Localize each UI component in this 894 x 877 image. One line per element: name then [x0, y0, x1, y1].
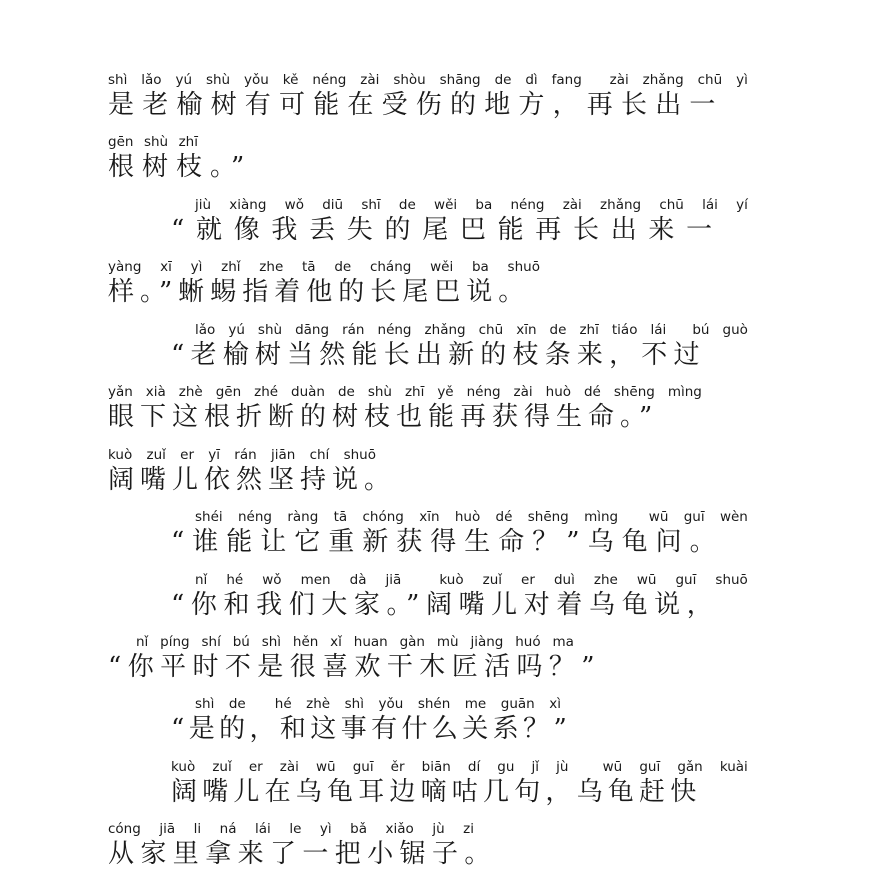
hanzi-text: “你和我们大家。”阔嘴儿对着乌龟说，: [171, 590, 720, 620]
pinyin-syllable: shī: [361, 197, 381, 213]
pinyin-syllable: guī: [352, 759, 374, 775]
pinyin-syllable: yì: [190, 259, 203, 275]
pinyin-syllable: mìng: [584, 509, 619, 525]
pinyin-syllable: shì: [195, 696, 215, 712]
pinyin-syllable: ba: [471, 259, 489, 275]
pinyin-syllable: shù: [143, 134, 169, 150]
pinyin-syllable: lái: [702, 197, 718, 213]
pinyin-row: [171, 566, 748, 588]
hanzi-text: 眼下这根折断的树枝也能再获得生命。”: [108, 402, 659, 432]
pinyin-syllable: le: [289, 821, 302, 837]
text-line: [171, 690, 748, 752]
pinyin-row: [108, 628, 574, 650]
pinyin-syllable: xīn: [516, 322, 537, 338]
pinyin-syllable: shēng: [527, 509, 569, 525]
pinyin-syllable: zhé: [254, 384, 279, 400]
pinyin-syllable: gēn: [108, 134, 134, 150]
pinyin-syllable: dāng: [295, 322, 330, 338]
pinyin-row: [108, 128, 198, 150]
pinyin-syllable: yí: [736, 197, 748, 213]
pinyin-syllable: píng: [160, 634, 190, 650]
hanzi-row: [171, 338, 748, 376]
pinyin-syllable: yǎn: [108, 384, 133, 400]
pinyin-syllable: de: [398, 197, 416, 213]
pinyin-syllable: huò: [545, 384, 572, 400]
pinyin-syllable: xì: [549, 696, 561, 712]
pinyin-syllable: zài: [279, 759, 299, 775]
hanzi-text: “谁能让它重新获得生命？”乌龟问。: [171, 527, 724, 557]
pinyin-syllable: nǐ: [136, 634, 149, 650]
pinyin-syllable: jiàng: [470, 634, 504, 650]
pinyin-row: [108, 378, 702, 400]
pinyin-syllable: zhī: [579, 322, 599, 338]
pinyin-syllable: kuò: [108, 447, 133, 463]
pinyin-syllable: chū: [478, 322, 504, 338]
pinyin-syllable: ná: [219, 821, 237, 837]
pinyin-syllable: tā: [333, 509, 348, 525]
pinyin-syllable: dà: [349, 572, 367, 588]
pinyin-syllable: jù: [556, 759, 569, 775]
pinyin-syllable: de: [228, 696, 246, 712]
pinyin-syllable: wèn: [719, 509, 748, 525]
pinyin-syllable: guī: [675, 572, 697, 588]
pinyin-syllable: li: [193, 821, 202, 837]
pinyin-syllable: xiàng: [229, 197, 267, 213]
pinyin-syllable: huò: [454, 509, 481, 525]
text-line: [108, 378, 748, 440]
pinyin-syllable: yī: [208, 447, 221, 463]
pinyin-syllable: shù: [205, 72, 231, 88]
pinyin-row: [108, 815, 474, 837]
text-line: [171, 566, 748, 628]
pinyin-syllable: wǒ: [262, 572, 282, 588]
hanzi-row: [108, 275, 748, 313]
pinyin-syllable: tiáo: [611, 322, 638, 338]
pinyin-syllable: gàn: [399, 634, 425, 650]
pinyin-syllable: jiān: [270, 447, 296, 463]
hanzi-text: 阔嘴儿依然坚持说。: [108, 465, 397, 495]
pinyin-syllable: diū: [322, 197, 344, 213]
pinyin-syllable: shēng: [613, 384, 655, 400]
pinyin-syllable: shù: [367, 384, 392, 400]
hanzi-text: 从家里拿来了一把小锯子。: [108, 839, 497, 869]
pinyin-syllable: zhǎng: [600, 197, 642, 213]
pinyin-syllable: gēn: [215, 384, 242, 400]
pinyin-syllable: shén: [417, 696, 451, 712]
pinyin-syllable: huan: [353, 634, 388, 650]
pinyin-syllable: wū: [315, 759, 336, 775]
pinyin-syllable: jǐ: [531, 759, 540, 775]
pinyin-syllable: chū: [659, 197, 684, 213]
pinyin-syllable: ràng: [287, 509, 319, 525]
pinyin-syllable: bú: [232, 634, 250, 650]
pinyin-syllable: hěn: [292, 634, 319, 650]
pinyin-syllable: bú: [692, 322, 710, 338]
hanzi-row: [108, 650, 748, 688]
pinyin-syllable: kuò: [439, 572, 464, 588]
pinyin-syllable: néng: [312, 72, 347, 88]
pinyin-syllable: xīn: [419, 509, 440, 525]
pinyin-syllable: biān: [421, 759, 451, 775]
hanzi-row: [171, 712, 748, 750]
pinyin-syllable: guī: [639, 759, 661, 775]
text-line: [108, 128, 748, 190]
hanzi-row: [171, 213, 748, 251]
pinyin-syllable: lái: [255, 821, 271, 837]
pinyin-syllable: ěr: [390, 759, 405, 775]
pinyin-syllable: nǐ: [195, 572, 208, 588]
text-line: [108, 66, 748, 128]
text-line: [171, 316, 748, 378]
hanzi-text: “是的，和这事有什么关系？”: [171, 714, 572, 744]
pinyin-syllable: zài: [360, 72, 380, 88]
pinyin-syllable: jiā: [385, 572, 402, 588]
pinyin-syllable: hé: [226, 572, 244, 588]
pinyin-syllable: jù: [432, 821, 445, 837]
pinyin-syllable: duì: [553, 572, 575, 588]
text-line: [171, 753, 748, 815]
pinyin-syllable: kě: [282, 72, 299, 88]
pinyin-syllable: wū: [636, 572, 657, 588]
pinyin-syllable: mù: [436, 634, 459, 650]
pinyin-syllable: bǎ: [350, 821, 367, 837]
pinyin-row: [171, 191, 748, 213]
pinyin-syllable: yì: [319, 821, 332, 837]
pinyin-syllable: zi: [463, 821, 474, 837]
pinyin-syllable: chū: [697, 72, 723, 88]
pinyin-syllable: xià: [145, 384, 166, 400]
pinyin-syllable: zài: [609, 72, 629, 88]
hanzi-text: 样。”蜥蜴指着他的长尾巴说。: [108, 277, 531, 307]
pinyin-syllable: yàng: [108, 259, 142, 275]
pinyin-syllable: ba: [475, 197, 493, 213]
hanzi-text: “就像我丢失的尾巴能再长出来一: [171, 215, 724, 245]
pinyin-syllable: zuǐ: [212, 759, 232, 775]
pinyin-syllable: shù: [257, 322, 283, 338]
pinyin-syllable: rán: [234, 447, 257, 463]
pinyin-syllable: yì: [736, 72, 748, 88]
pinyin-syllable: zuǐ: [482, 572, 503, 588]
hanzi-text: “你平时不是很喜欢干木匠活吗？”: [108, 652, 601, 682]
pinyin-syllable: zhè: [178, 384, 203, 400]
pinyin-syllable: zhī: [404, 384, 425, 400]
pinyin-syllable: lái: [650, 322, 667, 338]
pinyin-syllable: néng: [466, 384, 501, 400]
pinyin-syllable: shòu: [393, 72, 426, 88]
pinyin-syllable: men: [300, 572, 331, 588]
pinyin-syllable: yě: [437, 384, 454, 400]
pinyin-syllable: xiǎo: [385, 821, 414, 837]
pinyin-row: [108, 66, 748, 88]
pinyin-syllable: chóng: [362, 509, 404, 525]
pinyin-syllable: er: [180, 447, 195, 463]
pinyin-syllable: néng: [237, 509, 272, 525]
pinyin-syllable: kuò: [171, 759, 196, 775]
hanzi-text: 根树枝。”: [108, 152, 253, 182]
text-line: [171, 503, 748, 565]
pinyin-syllable: xī: [160, 259, 172, 275]
pinyin-syllable: er: [521, 572, 535, 588]
pinyin-syllable: wǒ: [284, 197, 304, 213]
pinyin-syllable: guò: [722, 322, 748, 338]
pinyin-syllable: mìng: [667, 384, 702, 400]
pinyin-syllable: gu: [497, 759, 515, 775]
pinyin-syllable: xǐ: [330, 634, 342, 650]
pinyin-syllable: zhe: [259, 259, 284, 275]
pinyin-syllable: me: [464, 696, 487, 712]
pinyin-syllable: zhǐ: [221, 259, 241, 275]
pinyin-syllable: de: [334, 259, 352, 275]
hanzi-text: 阔嘴儿在乌龟耳边嘀咕几句，乌龟赶快: [171, 777, 702, 807]
pinyin-syllable: shéi: [195, 509, 223, 525]
pinyin-syllable: zhī: [178, 134, 198, 150]
hanzi-text: 是老榆树有可能在受伤的地方，再长出一: [108, 90, 724, 120]
pinyin-syllable: wěi: [430, 259, 454, 275]
pinyin-syllable: wū: [602, 759, 623, 775]
hanzi-row: [171, 525, 748, 563]
pinyin-row: [171, 503, 748, 525]
pinyin-row: [171, 690, 561, 712]
pinyin-syllable: chí: [309, 447, 330, 463]
pinyin-syllable: zài: [562, 197, 582, 213]
pinyin-syllable: jiā: [159, 821, 176, 837]
pinyin-syllable: zài: [513, 384, 533, 400]
pinyin-syllable: ma: [552, 634, 574, 650]
pinyin-syllable: hé: [274, 696, 292, 712]
pinyin-syllable: lǎo: [195, 322, 216, 338]
pinyin-syllable: yǒu: [378, 696, 404, 712]
text-line: [108, 441, 748, 503]
pinyin-syllable: kuài: [719, 759, 748, 775]
pinyin-row: [108, 441, 376, 463]
pinyin-syllable: fang: [551, 72, 582, 88]
pinyin-syllable: dé: [495, 509, 513, 525]
pinyin-syllable: shāng: [439, 72, 481, 88]
text-line: [108, 815, 748, 877]
pinyin-syllable: de: [549, 322, 567, 338]
pinyin-syllable: néng: [510, 197, 545, 213]
pinyin-syllable: de: [337, 384, 355, 400]
pinyin-syllable: shì: [108, 72, 128, 88]
pinyin-syllable: zhǎng: [642, 72, 684, 88]
text-line: [108, 628, 748, 690]
pinyin-syllable: wěi: [434, 197, 458, 213]
pinyin-syllable: de: [494, 72, 512, 88]
hanzi-row: [108, 463, 748, 501]
pinyin-row: [171, 753, 748, 775]
pinyin-syllable: guān: [500, 696, 535, 712]
pinyin-syllable: zhe: [593, 572, 618, 588]
pinyin-syllable: rán: [342, 322, 365, 338]
pinyin-syllable: zhǎng: [424, 322, 466, 338]
text-line: [108, 253, 748, 315]
pinyin-syllable: shuō: [343, 447, 376, 463]
hanzi-row: [171, 775, 748, 813]
pinyin-syllable: tā: [302, 259, 316, 275]
pinyin-syllable: néng: [377, 322, 412, 338]
pinyin-syllable: er: [248, 759, 263, 775]
pinyin-syllable: cóng: [108, 821, 141, 837]
pinyin-syllable: dé: [583, 384, 601, 400]
pinyin-syllable: wū: [648, 509, 669, 525]
pinyin-row: [171, 316, 748, 338]
pinyin-syllable: shì: [344, 696, 364, 712]
pinyin-syllable: gǎn: [677, 759, 703, 775]
pinyin-syllable: dí: [467, 759, 481, 775]
pinyin-syllable: shuō: [507, 259, 540, 275]
text-line: [171, 191, 748, 253]
pinyin-syllable: yǒu: [244, 72, 269, 88]
hanzi-row: [171, 588, 748, 626]
pinyin-syllable: yú: [175, 72, 193, 88]
pinyin-syllable: yú: [228, 322, 245, 338]
hanzi-row: [108, 88, 748, 126]
pinyin-syllable: duàn: [291, 384, 325, 400]
pinyin-syllable: shì: [261, 634, 282, 650]
hanzi-text: “老榆树当然能长出新的枝条来，不过: [171, 340, 706, 370]
hanzi-row: [108, 150, 748, 188]
pinyin-row: [108, 253, 540, 275]
pinyin-syllable: dì: [525, 72, 538, 88]
pinyin-syllable: huó: [515, 634, 541, 650]
hanzi-row: [108, 400, 748, 438]
pinyin-syllable: lǎo: [141, 72, 162, 88]
pinyin-syllable: jiù: [195, 197, 212, 213]
pinyin-syllable: guī: [683, 509, 705, 525]
pinyin-syllable: shuō: [715, 572, 748, 588]
pinyin-syllable: cháng: [369, 259, 412, 275]
pinyin-syllable: shí: [201, 634, 221, 650]
hanzi-row: [108, 837, 748, 875]
pinyin-syllable: zuǐ: [146, 447, 166, 463]
pinyin-syllable: zhè: [306, 696, 331, 712]
